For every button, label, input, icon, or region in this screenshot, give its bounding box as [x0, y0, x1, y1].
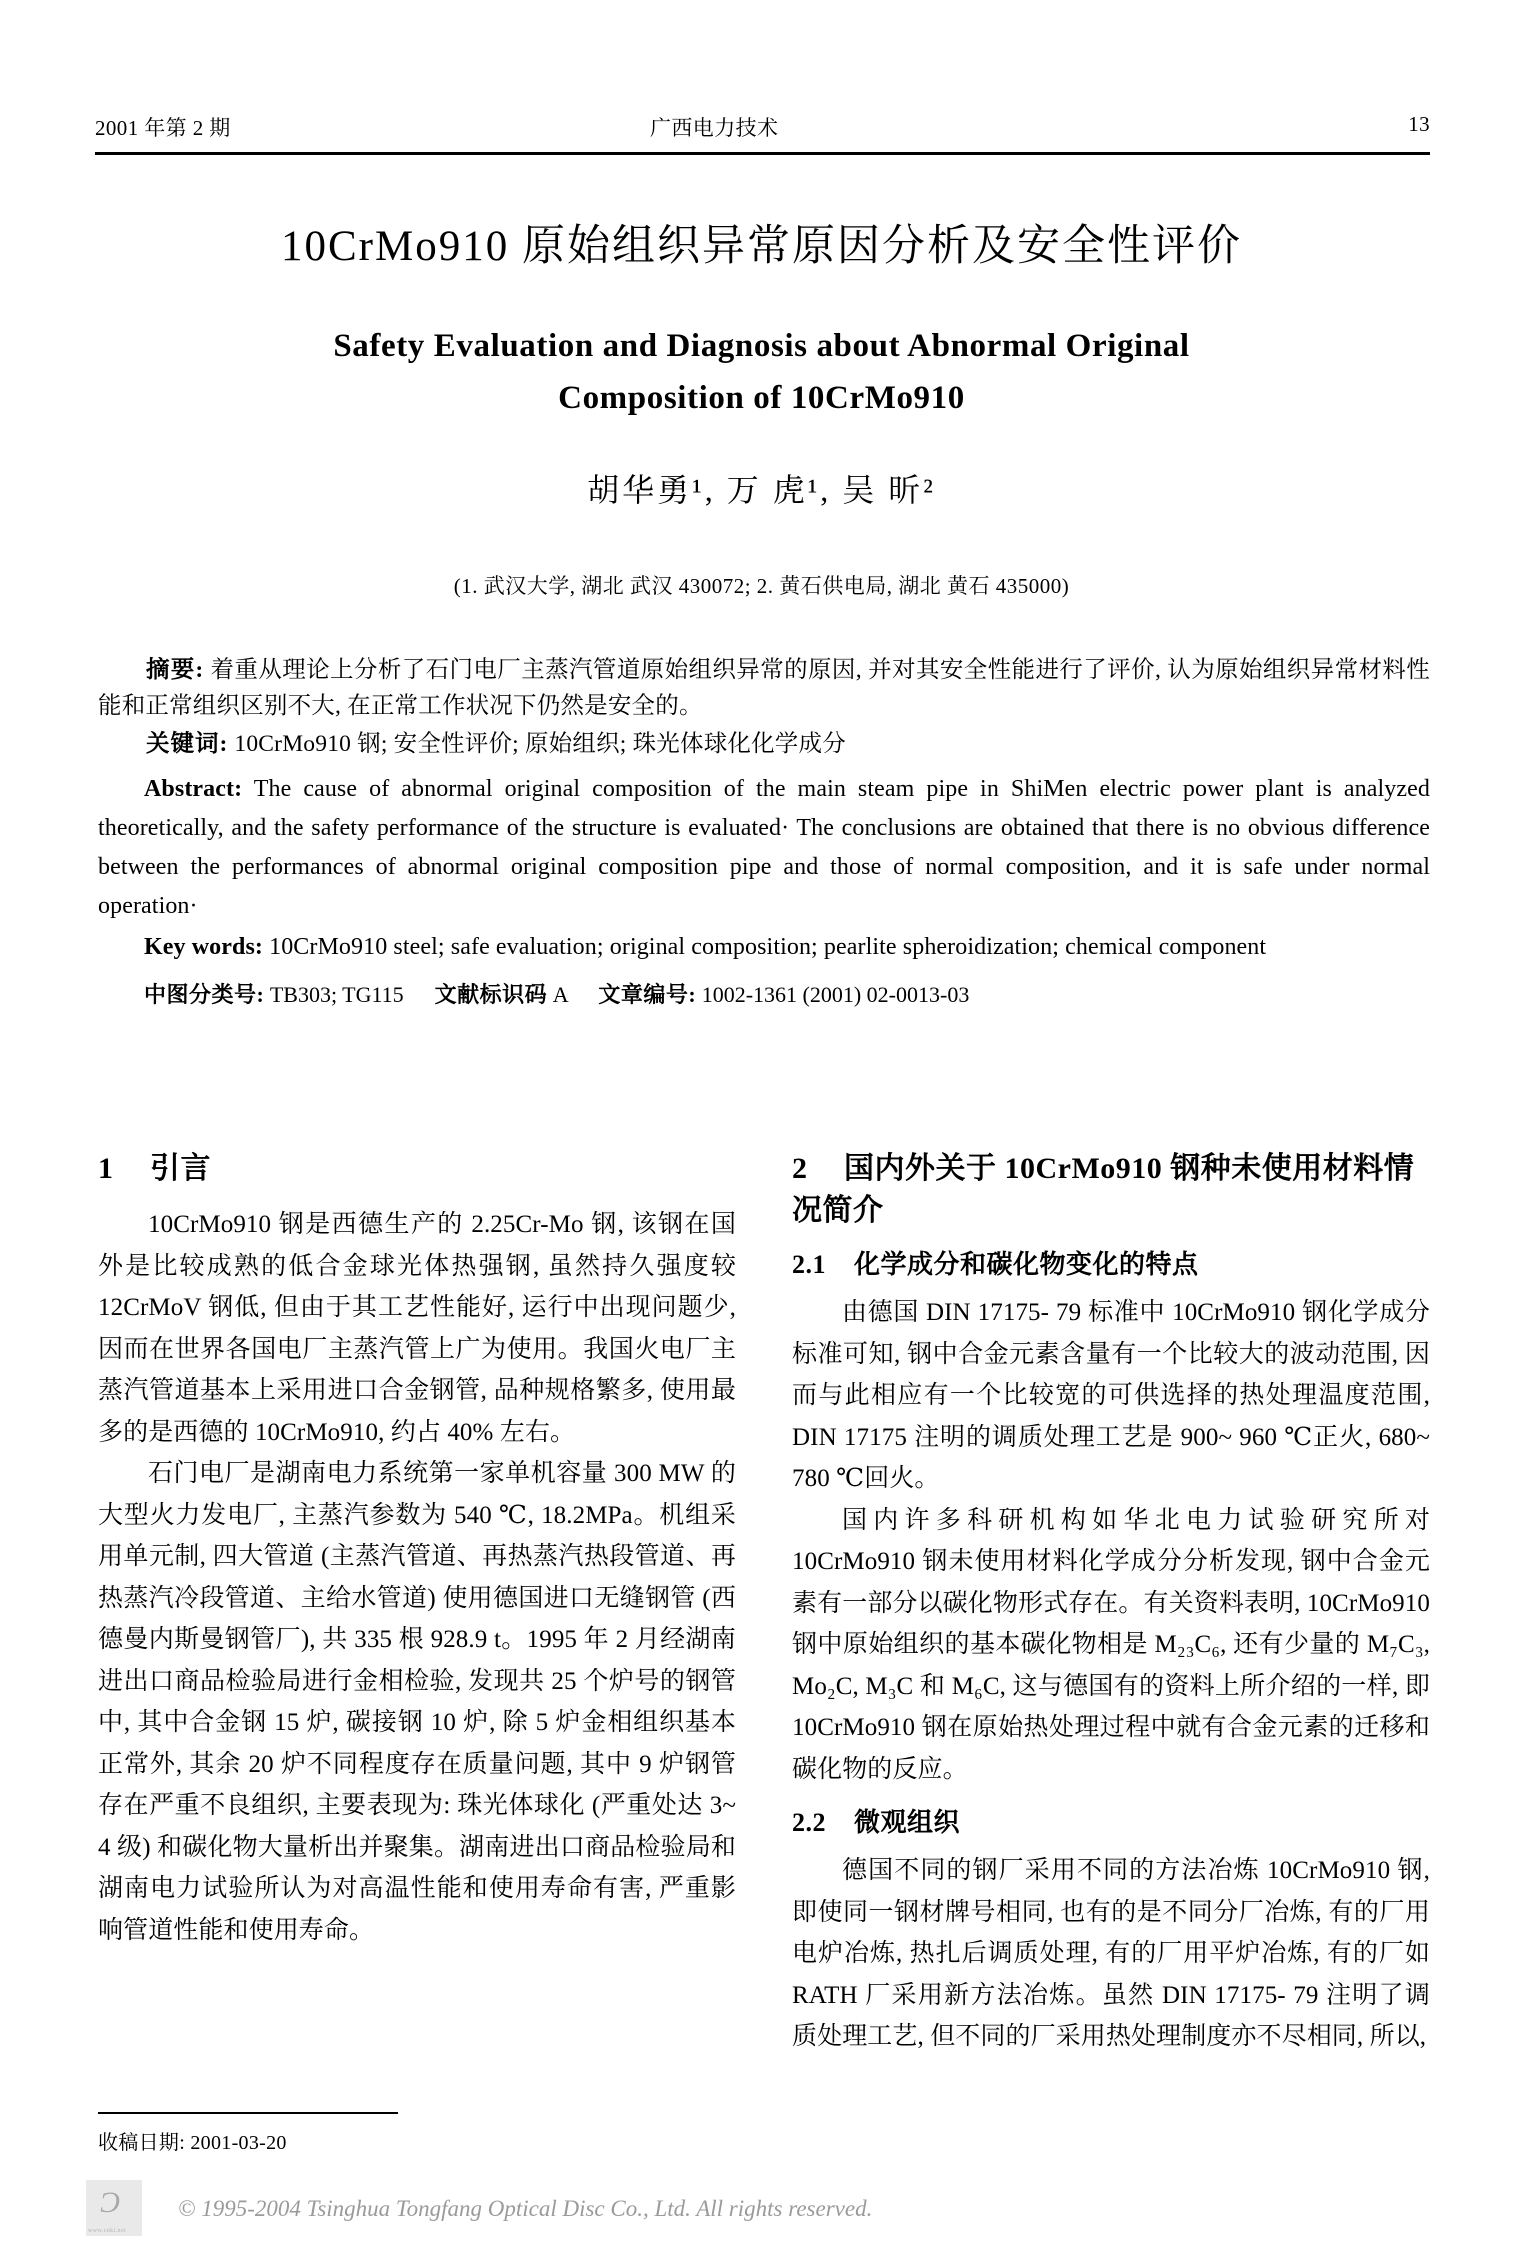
section-heading-2-2	[792, 1804, 1430, 1842]
article-id-value: 1002-1361 (2001) 02-0013-03	[701, 982, 970, 1007]
running-head	[95, 112, 1430, 146]
abstract-english	[98, 770, 1430, 926]
copyright-notice: © 1995-2004 Tsinghua Tongfang Optical Disc Co., Ltd. All rights reserved.	[178, 2196, 873, 2221]
keywords-chinese-text: 10CrMo910 钢; 安全性评价; 原始组织; 珠光体球化化学成分	[234, 731, 846, 757]
section-1-paragraph-2: 石门电厂是湖南电力系统第一家单机容量 300 MW 的大型火力发电厂, 主蒸汽参数为 540 ℃, 18.2MPa。机组采用单元制, 四大管道 (主蒸汽管道、再热蒸汽热段管道、再热蒸汽冷段管道、主给水管道) 使用德国进口无缝钢管 (西德曼内斯曼钢管厂), 共 335 根 928.9 t。1995 年 2 月经湖南进出口商品检验局进行金相检验, 发现共 25 个炉号的钢管中, 其中合金钢 15 炉, 碳接钢 10 炉, 除 5 炉金相组织基本正常外, 其余 20 炉不同程度存在质量问题, 其中 9 炉钢管存在严重不良组织, 主要表现为: 珠光体球化 (严重处达 3~ 4 级) 和碳化物大量析出并聚集。湖南进出口商品检验局和湖南电力试验所认为对高温性能和使用寿命有害, 严重影响管道性能和使用寿命。	[98, 1460, 736, 1944]
section-1-title: 引言	[150, 1152, 211, 1185]
column-left	[98, 1148, 736, 1951]
keywords-chinese	[98, 726, 1430, 762]
cnki-url-text: www.cnki.net	[88, 2228, 127, 2234]
section-heading-1	[98, 1148, 736, 1190]
article-id-label: 文章编号:	[598, 982, 697, 1007]
section-2-title: 国内外关于 10CrMo910 钢种未使用材料情况简介	[792, 1152, 1415, 1227]
author-affiliation: (1. 武汉大学, 湖北 武汉 430072; 2. 黄石供电局, 湖北 黄石 435000)	[453, 574, 1070, 598]
cnki-swirl-icon: Ɔ	[100, 2186, 121, 2219]
document-code-label: 文献标识码	[434, 982, 548, 1007]
keywords-english-text: 10CrMo910 steel; safe evaluation; original composition; pearlite spheroidization; chemical component	[269, 934, 1267, 960]
section-heading-2	[792, 1148, 1430, 1232]
abstract-english-label: Abstract:	[144, 776, 243, 802]
keywords-english-label: Key words:	[144, 934, 263, 960]
abstract-block	[98, 652, 1430, 1013]
section-2-2-title: 微观组织	[854, 1808, 961, 1837]
author-list: 胡华勇¹, 万 虎¹, 吴 昕²	[587, 472, 936, 508]
section-2-number: 2	[792, 1152, 808, 1185]
page-title-english-line1: Safety Evaluation and Diagnosis about Abnormal Original	[333, 328, 1190, 364]
header-divider	[95, 152, 1430, 155]
page-title-english	[130, 320, 1393, 424]
received-date-label: 收稿日期:	[98, 2132, 186, 2154]
keywords-english	[98, 928, 1430, 967]
section-2-2-number: 2.2	[792, 1808, 826, 1837]
section-1-paragraph-1: 10CrMo910 钢是西德生产的 2.25Cr-Mo 钢, 该钢在国外是比较成熟的低合金球光体热强钢, 虽然持久强度较 12CrMoV 钢低, 但由于其工艺性能好, 运行中出现问题少, 因而在世界各国电厂主蒸汽管上广为使用。我国火电厂主蒸汽管道基本上采用进口合金钢管, 品种规格繁多, 使用最多的是西德的 10CrMo910, 约占 40% 左右。	[98, 1211, 736, 1446]
section-2-1-paragraph-1: 由德国 DIN 17175- 79 标准中 10CrMo910 钢化学成分标准可知, 钢中合金元素含量有一个比较大的波动范围, 因而与此相应有一个比较宽的可供选择的热处理温度范围, DIN 17175 注明的调质处理工艺是 900~ 960 ℃正火, 680~ 780 ℃回火。	[792, 1299, 1430, 1492]
clc-value: TB303; TG115	[269, 982, 404, 1007]
keywords-chinese-label: 关键词:	[146, 731, 229, 757]
abstract-chinese	[98, 652, 1430, 724]
section-2-1-paragraph-2: 国内许多科研机构如华北电力试验研究所对 10CrMo910 钢未使用材料化学成分分析发现, 钢中合金元素有一部分以碳化物形式存在。有关资料表明, 10CrMo910 钢中原始组织的基本碳化物相是 M₂₃C₆, 还有少量的 M₇C₃, Mo₂C, M₃C 和 M₆C, 这与德国有的资料上所介绍的一样, 即 10CrMo910 钢在原始热处理过程中就有合金元素的迁移和碳化物的反应。	[792, 1506, 1430, 1783]
section-2-2-paragraph-1: 德国不同的钢厂采用不同的方法冶炼 10CrMo910 钢, 即使同一钢材牌号相同, 也有的是不同分厂冶炼, 有的厂用电炉冶炼, 热扎后调质处理, 有的厂用平炉冶炼, 有的厂如 RATH 厂采用新方法冶炼。虽然 DIN 17175- 79 注明了调质处理工艺, 但不同的厂采用热处理制度亦不尽相同, 所以,	[792, 1857, 1430, 2050]
section-2-1-number: 2.1	[792, 1250, 826, 1279]
section-2-1-title: 化学成分和碳化物变化的特点	[854, 1250, 1199, 1279]
page-title-english-line2: Composition of 10CrMo910	[558, 380, 965, 416]
clc-label: 中图分类号:	[144, 982, 265, 1007]
page-number: 13	[1408, 112, 1430, 136]
footnote-divider	[98, 2112, 398, 2114]
column-right	[792, 1148, 1430, 2058]
classification-line	[98, 977, 1430, 1013]
received-date-value: 2001-03-20	[190, 2132, 287, 2154]
abstract-english-text: The cause of abnormal original composition of the main steam pipe in ShiMen electric power plant is analyzed theoretically, and the safety performance of the structure is evaluated· The conclusions are obtained that there is no obvious difference between the performances of abnormal original composition pipe and those of normal composition, and it is safe under normal operation·	[98, 776, 1431, 919]
section-heading-2-1	[792, 1246, 1430, 1284]
abstract-chinese-label: 摘要:	[146, 657, 205, 683]
page-title-chinese: 10CrMo910 原始组织异常原因分析及安全性评价	[281, 223, 1242, 270]
cnki-logo	[86, 2180, 142, 2236]
section-1-number: 1	[98, 1152, 114, 1185]
received-date	[98, 2126, 287, 2155]
document-code-value: A	[552, 982, 568, 1007]
running-head-issue: 2001 年第 2 期	[95, 116, 231, 140]
abstract-chinese-text: 着重从理论上分析了石门电厂主蒸汽管道原始组织异常的原因, 并对其安全性能进行了评价, 认为原始组织异常材料性能和正常组织区别不大, 在正常工作状况下仍然是安全的。	[98, 657, 1430, 719]
running-head-journal: 广西电力技术	[650, 116, 779, 140]
